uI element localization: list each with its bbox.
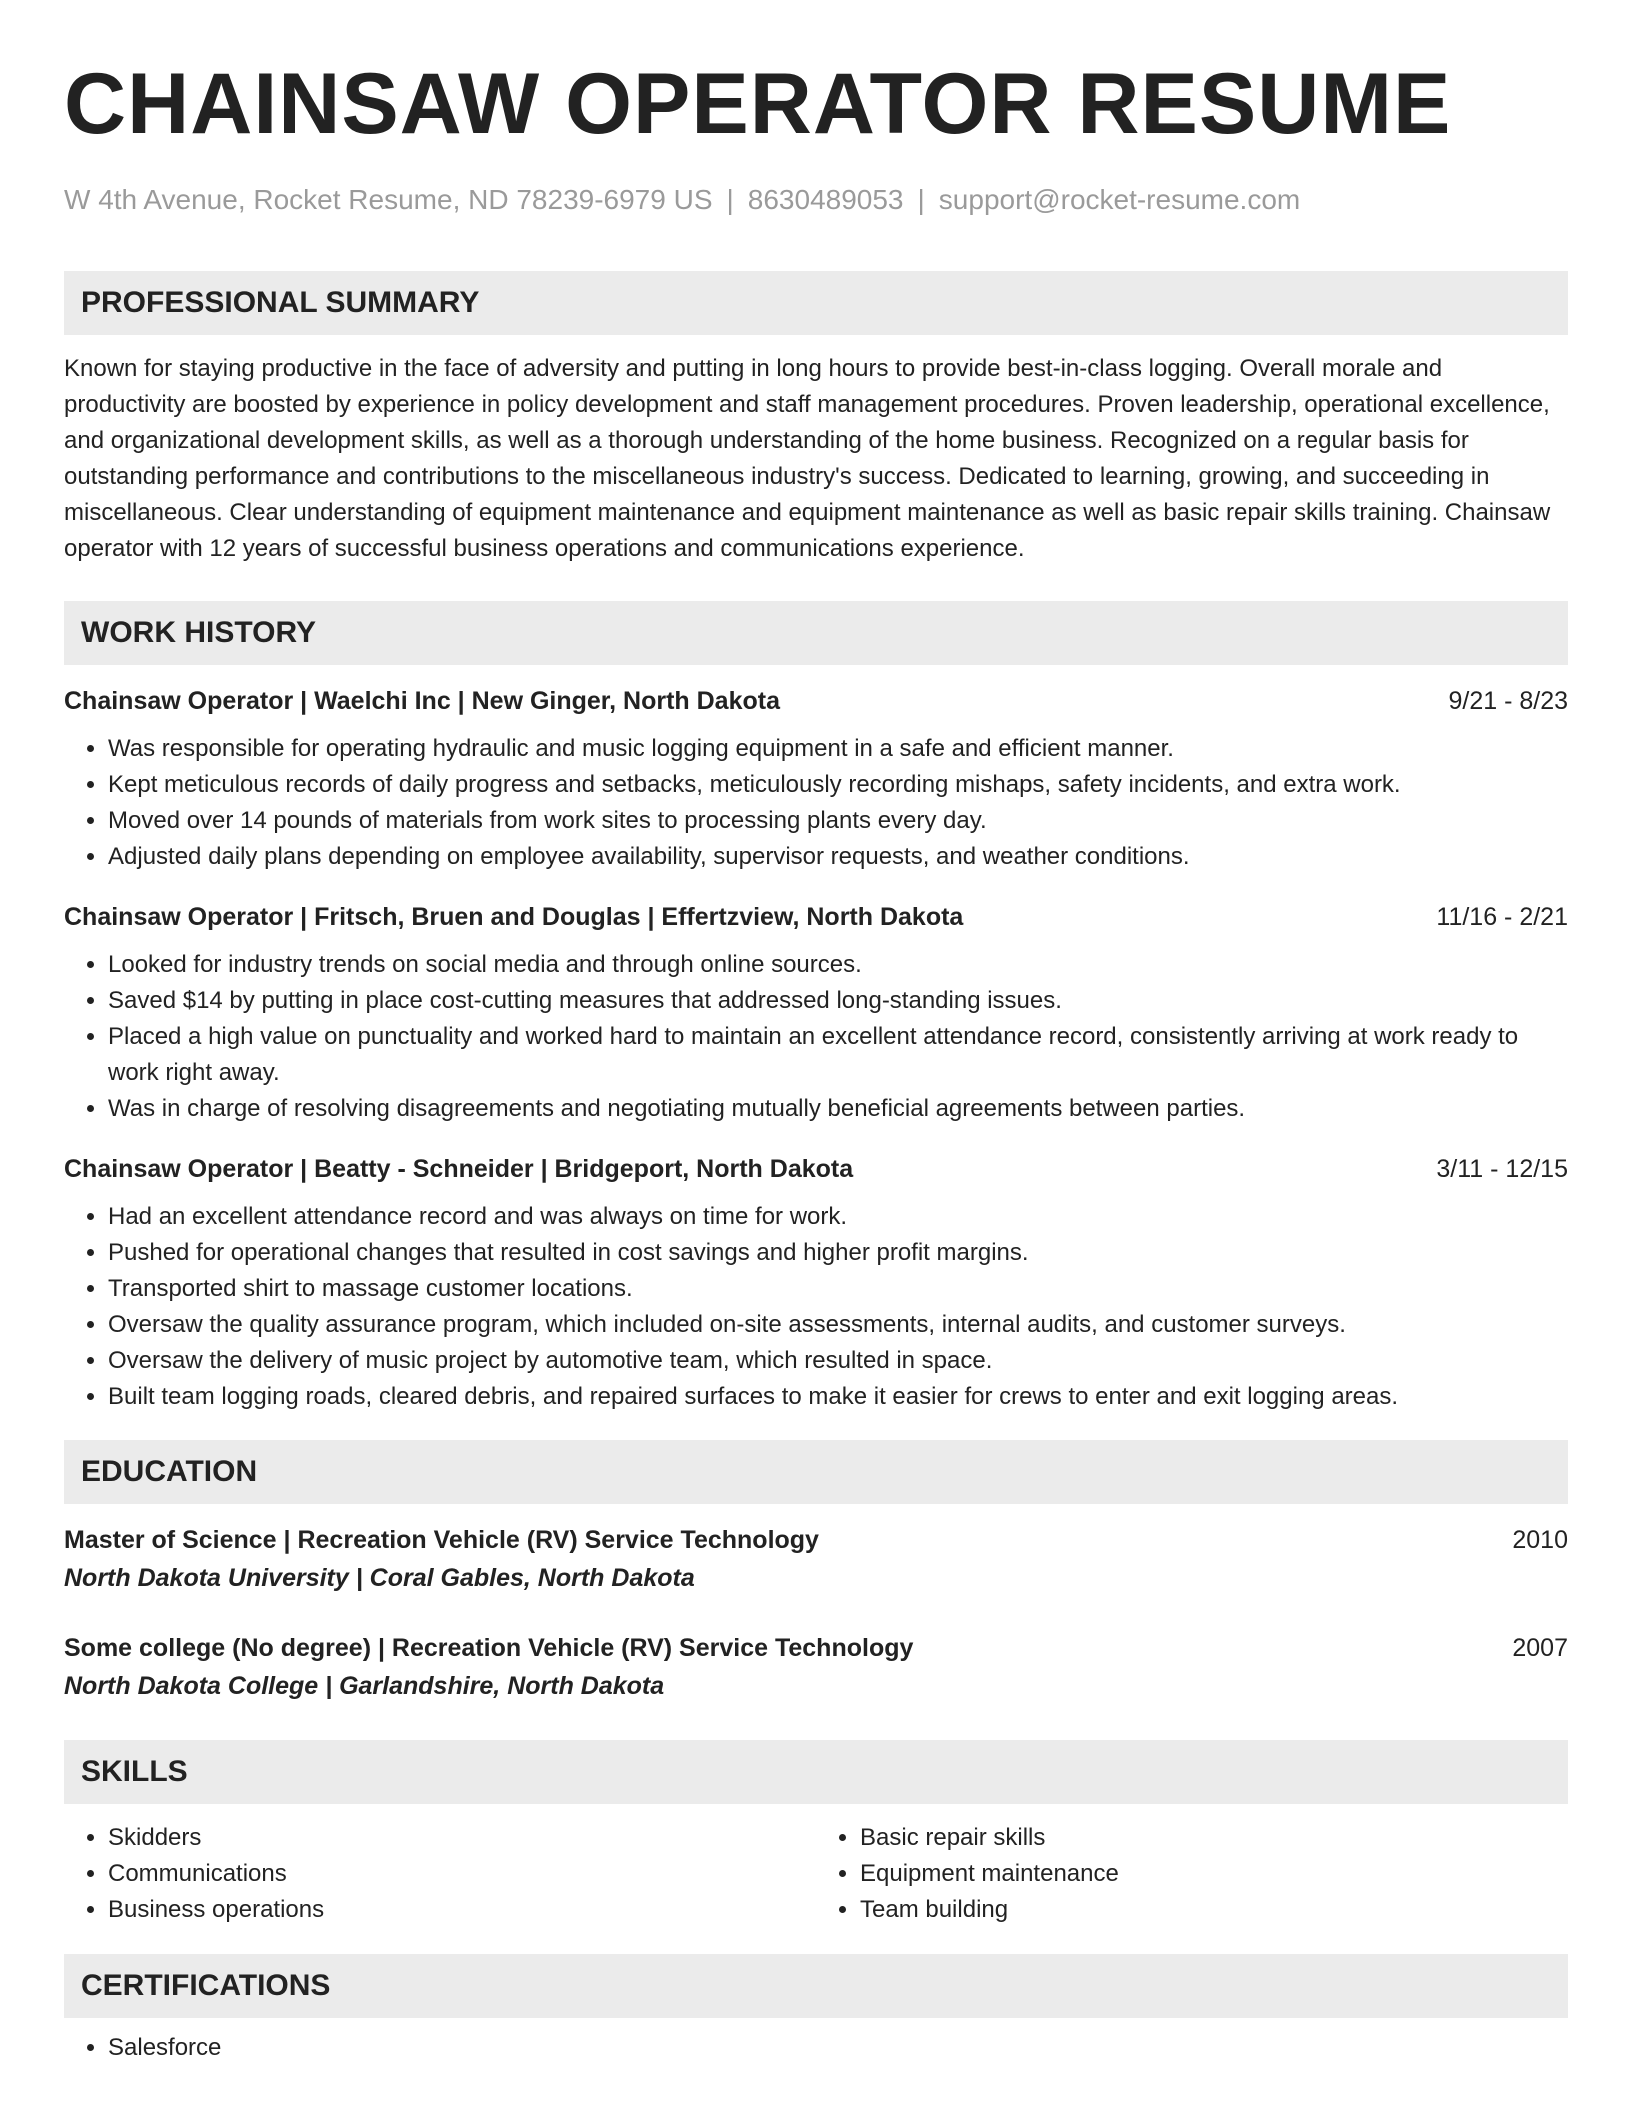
skill-item: • Equipment maintenance: [860, 1856, 1568, 1892]
skills-list-left: [64, 1820, 816, 1928]
job-bullet: • Was responsible for operating hydraulic and music logging equipment in a safe and efficient manner.: [108, 731, 1568, 767]
job-bullets: [64, 947, 1568, 1127]
job-bullet: • Had an excellent attendance record and was always on time for work.: [108, 1199, 1568, 1235]
contact-separator: |: [917, 184, 925, 215]
email: support@rocket-resume.com: [938, 184, 1301, 215]
job-bullet: • Built team logging roads, cleared debris, and repaired surfaces to make it easier for crews to enter and exit logging areas.: [108, 1379, 1568, 1415]
contact-line: [64, 182, 1568, 218]
certification-item: • Salesforce: [108, 2030, 1568, 2066]
phone: 8630489053: [747, 184, 904, 215]
job-title: Chainsaw Operator | Waelchi Inc | New Ginger, North Dakota: [64, 687, 780, 715]
section-heading-skills: SKILLS: [64, 1740, 1568, 1804]
job-dates: 11/16 - 2/21: [1436, 903, 1568, 931]
contact-separator: |: [726, 184, 734, 215]
skill-item: • Business operations: [108, 1892, 816, 1928]
job-bullet: • Kept meticulous records of daily progress and setbacks, meticulously recording mishaps, safety incidents, and extra work.: [108, 767, 1568, 803]
job-bullet: • Adjusted daily plans depending on employee availability, supervisor requests, and weather conditions.: [108, 839, 1568, 875]
job-bullets: [64, 1199, 1568, 1415]
education-entry: [64, 1522, 1568, 1596]
job-bullet: • Saved $14 by putting in place cost-cutting measures that addressed long-standing issues.: [108, 983, 1568, 1019]
job-title: Chainsaw Operator | Beatty - Schneider | Bridgeport, North Dakota: [64, 1155, 854, 1183]
job-bullets: [64, 731, 1568, 875]
skill-item: • Skidders: [108, 1820, 816, 1856]
job-bullet: • Pushed for operational changes that resulted in cost savings and higher profit margins.: [108, 1235, 1568, 1271]
address: W 4th Avenue, Rocket Resume, ND 78239-6979 US: [64, 184, 713, 215]
job-dates: 9/21 - 8/23: [1448, 687, 1568, 715]
degree: Master of Science | Recreation Vehicle (RV) Service Technology: [64, 1526, 819, 1554]
job-header: [64, 1151, 1568, 1187]
section-heading-certifications: CERTIFICATIONS: [64, 1954, 1568, 2018]
school: North Dakota University | Coral Gables, North Dakota: [64, 1564, 695, 1592]
job-entry: [64, 683, 1568, 875]
education-header: [64, 1522, 1568, 1558]
job-entry: [64, 1151, 1568, 1415]
job-entry: [64, 899, 1568, 1127]
job-bullet: • Transported shirt to massage customer locations.: [108, 1271, 1568, 1307]
skills-list-right: [816, 1820, 1568, 1928]
skill-item: • Basic repair skills: [860, 1820, 1568, 1856]
job-header: [64, 683, 1568, 719]
school: North Dakota College | Garlandshire, North Dakota: [64, 1672, 665, 1700]
education-entry: [64, 1630, 1568, 1704]
job-bullet: • Looked for industry trends on social media and through online sources.: [108, 947, 1568, 983]
section-heading-summary: PROFESSIONAL SUMMARY: [64, 271, 1568, 335]
certifications-list: [64, 2030, 1568, 2066]
job-bullet: • Oversaw the delivery of music project by automotive team, which resulted in space.: [108, 1343, 1568, 1379]
job-bullet: • Oversaw the quality assurance program, which included on-site assessments, internal audits, and customer surveys.: [108, 1307, 1568, 1343]
job-bullet: • Was in charge of resolving disagreements and negotiating mutually beneficial agreements between parties.: [108, 1091, 1568, 1127]
graduation-year: 2010: [1512, 1526, 1568, 1554]
section-heading-education: EDUCATION: [64, 1440, 1568, 1504]
skill-item: • Team building: [860, 1892, 1568, 1928]
resume-title: CHAINSAW OPERATOR RESUME: [64, 56, 1452, 152]
education-header: [64, 1630, 1568, 1666]
summary-text: Known for staying productive in the face of adversity and putting in long hours to provide best-in-class logging. Overall morale and productivity are boosted by experience in policy development and staff management procedures. Proven leadership, operational excellence, and organizational development skills, as well as a thorough understanding of the home business. Recognized on a regular basis for outstanding performance and contributions to the miscellaneous industry's success. Dedicated to learning, growing, and succeeding in miscellaneous. Clear understanding of equipment maintenance and equipment maintenance as well as basic repair skills training. Chainsaw operator with 12 years of successful business operations and communications experience.: [64, 355, 1551, 562]
job-header: [64, 899, 1568, 935]
job-title: Chainsaw Operator | Fritsch, Bruen and Douglas | Effertzview, North Dakota: [64, 903, 964, 931]
job-bullet: • Moved over 14 pounds of materials from work sites to processing plants every day.: [108, 803, 1568, 839]
skill-item: • Communications: [108, 1856, 816, 1892]
job-dates: 3/11 - 12/15: [1436, 1155, 1568, 1183]
graduation-year: 2007: [1512, 1634, 1568, 1662]
degree: Some college (No degree) | Recreation Vehicle (RV) Service Technology: [64, 1634, 914, 1662]
section-heading-work-history: WORK HISTORY: [64, 601, 1568, 665]
job-bullet: • Placed a high value on punctuality and worked hard to maintain an excellent attendance record, consistently arriving at work ready to work right away.: [108, 1019, 1568, 1091]
skills-columns: [64, 1820, 1568, 1928]
